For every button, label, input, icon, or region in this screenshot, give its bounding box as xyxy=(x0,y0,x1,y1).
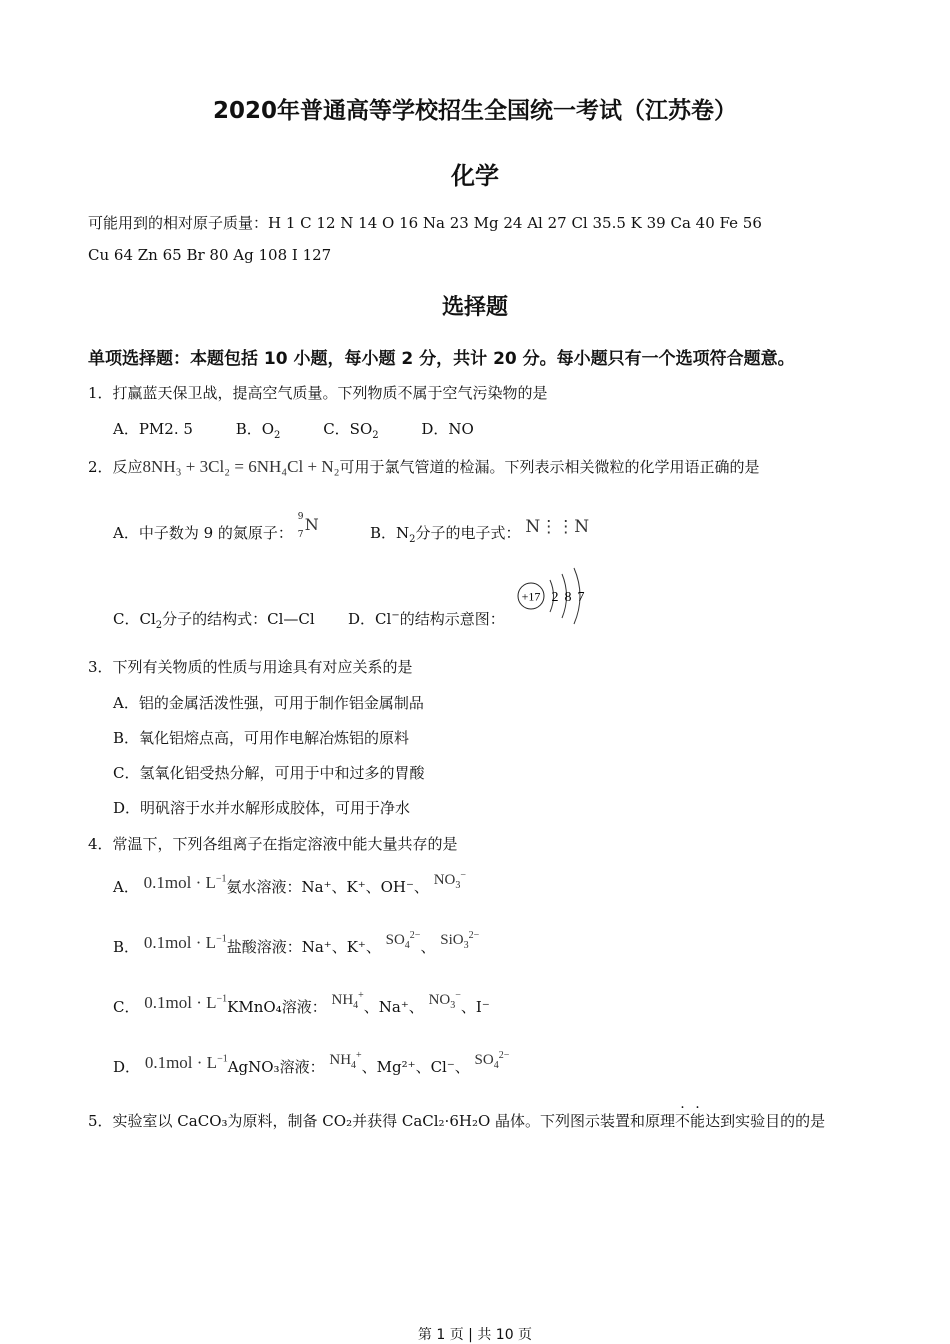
concentration: $0.1mol \cdot L^{-1}$ xyxy=(143,933,227,952)
sulfate-ion: $SO_4^{2-}$ xyxy=(474,1050,510,1071)
shell-1-electrons: 2 xyxy=(551,590,559,605)
question-4-stem: 4．常温下，下列各组离子在指定溶液中能大量共存的是 xyxy=(88,835,458,853)
concentration: $0.1mol \cdot L^{-1}$ xyxy=(143,873,227,892)
ammonium-ion: $NH_4^+$ xyxy=(331,990,364,1011)
q3-option-d: D．明矾溶于水并水解形成胶体，可用于净水 xyxy=(113,799,411,817)
question-1-stem: 1．打赢蓝天保卫战，提高空气质量。下列物质不属于空气污染物的是 xyxy=(88,384,548,402)
concentration: $0.1mol \cdot L^{-1}$ xyxy=(144,993,228,1012)
nitrate-ion: $NO_3^-$ xyxy=(428,990,461,1011)
q3-option-b: B．氧化铝熔点高，可用作电解冶炼铝的原料 xyxy=(113,729,410,747)
q1-option-b: B．$O_2$ xyxy=(235,420,281,441)
ammonium-ion: $NH_4^+$ xyxy=(329,1050,362,1071)
question-5-stem: 5．实验室以 CaCO₃为原料，制备 CO₂并获得 CaCl₂·6H₂O 晶体。下列图示装置和原理不能达到实验目的的是 xyxy=(88,1112,826,1130)
chloride-ion-structure-diagram xyxy=(512,566,594,626)
q2-option-a: A．中子数为 9 的氮原子： 9 7 N xyxy=(113,512,319,542)
emphasis-char-2: 能 xyxy=(690,1112,706,1130)
q4-option-d: D． $0.1mol \cdot L^{-1}AgNO_3$溶液： $NH_4^+$、Mg²⁺、Cl⁻、 $SO_4^{2-}$ xyxy=(113,1050,510,1076)
q4-option-c: C． $0.1mol \cdot L^{-1}KMnO_4$溶液： $NH_4^+$、Na⁺、 $NO_3^-$、I⁻ xyxy=(113,990,490,1016)
nucleus-charge: +17 xyxy=(521,589,541,604)
electron-formula: N⋮⋮N xyxy=(525,517,590,537)
page-title: 2020年普通高等学校招生全国统一考试（江苏卷） xyxy=(212,98,737,124)
question-2-stem: 2．反应8NH₃ + 3Cl₂ = 6NH₄Cl + N₂可用于氯气管道的检漏。下列表示相关微粒的化学用语正确的是 xyxy=(88,457,760,476)
atomic-mass-line-1: 可能用到的相对原子质量：H 1 C 12 N 14 O 16 Na 23 Mg 24 Al 27 Cl 35.5 K 39 Ca 40 Fe 56 xyxy=(88,214,762,232)
q1-option-a: A．PM2. 5 xyxy=(113,420,193,438)
question-3-stem: 3．下列有关物质的性质与用途具有对应关系的是 xyxy=(88,658,413,676)
q4-option-b: B． $0.1mol \cdot L^{-1}$盐酸溶液：Na⁺、K⁺、 $SO_4^{2-}$、 SiO$_3^{2-}$ xyxy=(113,930,480,956)
nuclide-symbol: 9 7 N xyxy=(297,512,319,540)
concentration: $0.1mol \cdot L^{-1}$ xyxy=(144,1053,228,1072)
nitrate-ion: $NO_3^-$ xyxy=(433,870,467,891)
q3-option-c: C．氢氧化铝受热分解，可用于中和过多的胃酸 xyxy=(113,764,425,782)
q1-option-d: D．NO xyxy=(421,420,474,438)
subject-heading: 化学 xyxy=(451,162,499,190)
q4-option-a: A． $0.1mol \cdot L^{-1}$氨水溶液：Na⁺、K⁺、OH⁻、 $NO_3^-$ xyxy=(113,870,467,896)
shell-2-electrons: 8 xyxy=(564,590,572,605)
q2-option-c: C．$Cl_2$分子的结构式：Cl—Cl xyxy=(113,610,315,631)
reaction-equation: 8NH₃ + 3Cl₂ = 6NH₄Cl + N₂ xyxy=(142,457,340,476)
section-title: 选择题 xyxy=(441,295,508,320)
q1-option-c: C．$SO_2$ xyxy=(323,420,379,441)
q3-option-a: A．铝的金属活泼性强，可用于制作铝金属制品 xyxy=(113,694,424,712)
atomic-mass-line-2: Cu 64 Zn 65 Br 80 Ag 108 I 127 xyxy=(88,246,332,264)
q2-option-d: D．Cl−的结构示意图： xyxy=(348,610,505,628)
emphasis-char-1: 不 xyxy=(675,1112,691,1130)
sulfate-ion: $SO_4^{2-}$ xyxy=(385,930,421,951)
q2-option-b: B．$N_2$分子的电子式： N⋮⋮N xyxy=(370,517,590,545)
question-1-options xyxy=(113,418,474,441)
instructions: 单项选择题：本题包括 10 小题，每小题 2 分，共计 20 分。每小题只有一个选项符合题意。 xyxy=(88,349,795,369)
silicate-ion: SiO$_3^{2-}$ xyxy=(440,930,480,951)
shell-3-electrons: 7 xyxy=(577,590,585,605)
page-footer: 第 1 页 | 共 10 页 xyxy=(417,1327,533,1343)
